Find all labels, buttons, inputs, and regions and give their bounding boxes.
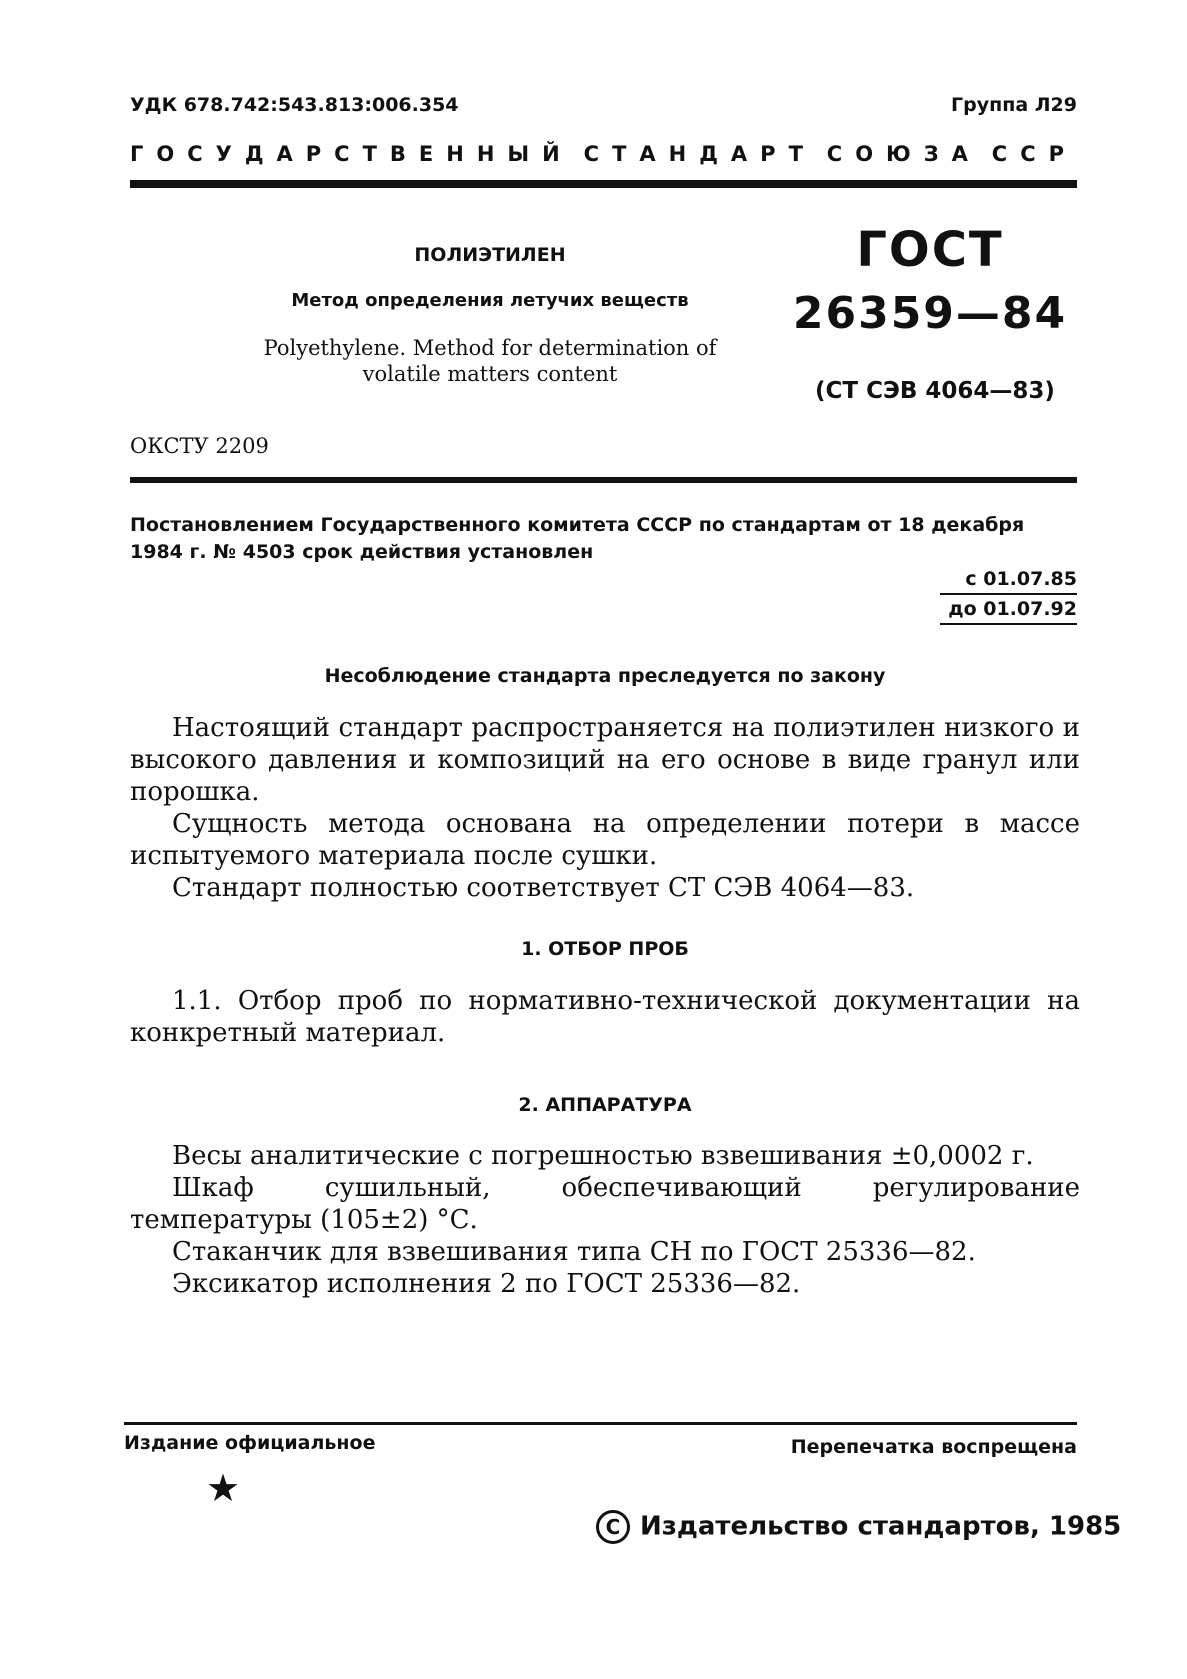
english-title-line: Polyethylene. Method for determination of bbox=[263, 336, 717, 360]
section-title: 1. ОТБОР ПРОБ bbox=[521, 938, 689, 960]
standard-banner bbox=[130, 142, 1077, 166]
banner-word: СОЮЗА bbox=[826, 142, 981, 166]
english-title bbox=[200, 335, 780, 387]
footer-rule bbox=[124, 1422, 1077, 1425]
okstu-code: ОКСТУ 2209 bbox=[130, 434, 269, 458]
udk-code: УДК 678.742:543.813:006.354 bbox=[130, 94, 459, 116]
gost-label: ГОСТ bbox=[856, 222, 1004, 278]
copyright-icon: C bbox=[596, 1510, 630, 1544]
official-edition: Издание официальное bbox=[124, 1432, 376, 1454]
apparatus-text: Стаканчик для взвешивания типа СН по ГОСТ 25336—82. bbox=[172, 1237, 976, 1267]
group-code: Группа Л29 bbox=[950, 94, 1077, 116]
product-title: ПОЛИЭТИЛЕН bbox=[414, 244, 566, 266]
intro-paragraph bbox=[130, 808, 1080, 872]
section-paragraph bbox=[130, 985, 1080, 1049]
apparatus-item bbox=[130, 1140, 1080, 1172]
method-title: Метод определения летучих веществ bbox=[291, 290, 689, 311]
gost-number: 26359—84 bbox=[792, 288, 1068, 339]
valid-to: до 01.07.92 bbox=[948, 598, 1077, 620]
apparatus-item bbox=[130, 1268, 1080, 1300]
banner-word: ГОСУДАРСТВЕННЫЙ bbox=[130, 142, 573, 166]
valid-from: с 01.07.85 bbox=[965, 568, 1077, 590]
section-text: 1.1. Отбор проб по нормативно-технической документации на конкретный материал. bbox=[130, 986, 1080, 1048]
intro-paragraph bbox=[130, 872, 1080, 904]
star-icon: ★ bbox=[206, 1466, 241, 1510]
decree-text: Постановлением Государственного комитета СССР по стандартам от 18 декабря 1984 г. № 4503 срок действия установлен bbox=[130, 514, 1025, 563]
legal-warning: Несоблюдение стандарта преследуется по закону bbox=[324, 665, 886, 687]
apparatus-text: Шкаф сушильный, обеспечивающий регулирование температуры (105±2) °С. bbox=[130, 1173, 1080, 1235]
validity-rule bbox=[940, 593, 1077, 595]
apparatus-text: Эксикатор исполнения 2 по ГОСТ 25336—82. bbox=[172, 1269, 801, 1299]
intro-text: Сущность метода основана на определении потери в массе испытуемого материала после сушки. bbox=[130, 809, 1080, 871]
validity-rule bbox=[940, 623, 1077, 625]
banner-word: СТАНДАРТ bbox=[583, 142, 816, 166]
apparatus-text: Весы аналитические с погрешностью взвешивания ±0,0002 г. bbox=[172, 1141, 1034, 1171]
banner-word: ССР bbox=[991, 142, 1077, 166]
intro-text: Настоящий стандарт распространяется на полиэтилен низкого и высокого давления и композиций на его основе в виде гранул или порошка. bbox=[130, 713, 1080, 807]
publisher: Издательство стандартов, 1985 bbox=[640, 1511, 1122, 1542]
apparatus-item bbox=[130, 1236, 1080, 1268]
header-rule bbox=[130, 180, 1077, 188]
reprint-notice: Перепечатка воспрещена bbox=[790, 1436, 1077, 1458]
apparatus-item bbox=[130, 1172, 1080, 1236]
section-title: 2. АППАРАТУРА bbox=[518, 1094, 692, 1116]
copyright-line bbox=[596, 1510, 1121, 1544]
english-title-line: volatile matters content bbox=[362, 362, 618, 386]
title-rule bbox=[130, 477, 1077, 483]
intro-paragraph bbox=[130, 712, 1080, 808]
intro-text: Стандарт полностью соответствует СТ СЭВ 4064—83. bbox=[172, 873, 915, 903]
sev-reference: (СТ СЭВ 4064—83) bbox=[815, 378, 1055, 404]
